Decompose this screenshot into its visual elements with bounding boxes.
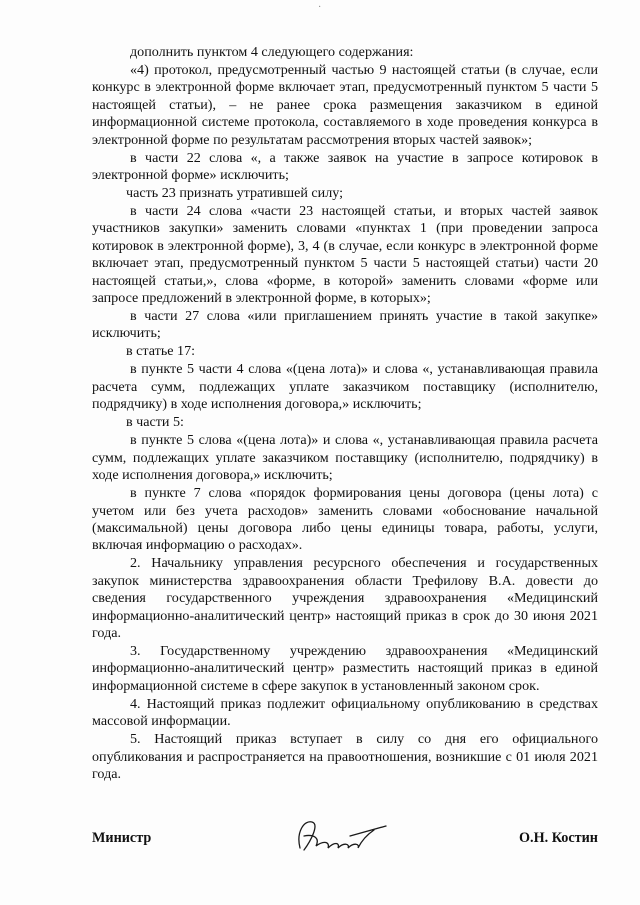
page-mark: · [318, 2, 322, 13]
paragraph: в части 22 слова «, а также заявок на участие в запросе котировок в электронной форме» исключить; [92, 149, 598, 184]
signer-title: Министр [92, 830, 152, 846]
paragraph: в пункте 5 части 4 слова «(цена лота)» и слова «, устанавливающая правила расчета сумм, подлежащих уплате заказчиком поставщику (исполнителю, подрядчику) в ходе исполнения договора,» исключить; [92, 361, 598, 413]
handwritten-signature [290, 812, 390, 862]
paragraph: часть 23 признать утратившей силу; [126, 185, 344, 202]
paragraph: 3. Государственному учреждению здравоохранения «Медицинский информационно-аналитический центр» разместить настоящий приказ в единой информационной системе в сфере закупок в установленный законом срок. [92, 642, 598, 694]
paragraph: в части 5: [126, 414, 184, 431]
document-body [92, 44, 598, 783]
signer-name: О.Н. Костин [518, 830, 598, 846]
paragraph: «4) протокол, предусмотренный частью 9 настоящей статьи (в случае, если конкурс в электронной форме включает этап, предусмотренный пунктом 5 части 5 настоящей статьи), – не ранее срока размещения заказчиком в единой информационной системе протокола, составляемого в ходе проведения конкурса в электронной форме по результатам рассмотрения вторых частей заявок»; [92, 62, 598, 148]
paragraph: в части 27 слова «или приглашением принять участие в такой закупке» исключить; [92, 308, 598, 342]
paragraph: 5. Настоящий приказ вступает в силу со дня его официального опубликования и распространяется на правоотношения, возникшие с 01 июля 2021 года. [92, 731, 598, 782]
paragraph: 2. Начальнику управления ресурсного обеспечения и государственных закупок министерства здравоохранения области Трефилову В.А. довести до сведения государственного учреждения здравоохранения «Медицинский информационно-аналитический центр» настоящий приказ в срок до 30 июня 2021 года. [92, 555, 598, 641]
paragraph: дополнить пунктом 4 следующего содержания: [130, 44, 414, 60]
paragraph: в пункте 5 слова «(цена лота)» и слова «, устанавливающая правила расчета сумм, подлежащих уплате заказчиком поставщику (исполнителю, подрядчику) в ходе исполнения договора,» исключить; [92, 432, 598, 484]
signature-block [92, 826, 598, 866]
paragraph: в части 24 слова «части 23 настоящей статьи, и вторых частей заявок участников закупки» заменить словами «пунктах 1 (при проведении запроса котировок в электронной форме), 3, 4 (в случае, если конкурс в электронной форме включает этап, предусмотренный пунктом 5 части 5 настоящей статьи) части 20 настоящей статьи,», слова «форме, в которой» заменить словами «форме или запросе предложений в электронной форме, в которых»; [92, 203, 598, 307]
paragraph: в статье 17: [126, 343, 196, 360]
paragraph: в пункте 7 слова «порядок формирования цены договора (цены лота) с учетом или без учета расходов» заменить словами «обоснование начальной (максимальной) цены договора либо цены единицы товара, работы, услуги, включая информацию о расходах». [92, 485, 598, 554]
paragraph: 4. Настоящий приказ подлежит официальному опубликованию в средствах массовой информации. [92, 695, 598, 730]
